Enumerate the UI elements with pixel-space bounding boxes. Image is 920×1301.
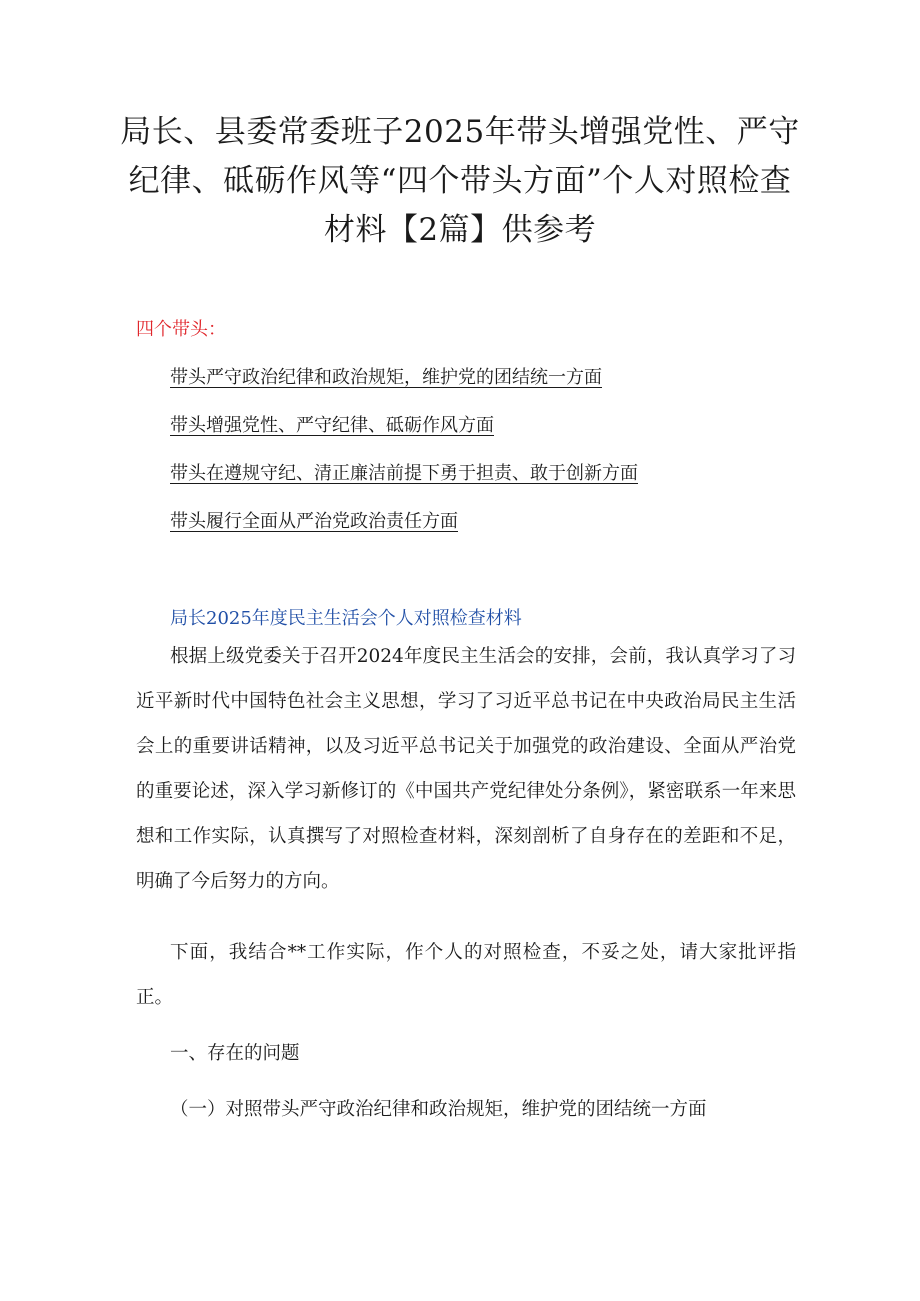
section-heading-problems: 一、存在的问题 <box>170 1043 300 1064</box>
toc-link-1[interactable]: 带头严守政治纪律和政治规矩，维护党的团结统一方面 <box>170 367 602 388</box>
toc-list <box>170 364 638 556</box>
document-title: 局长、县委常委班子2025年带头增强党性、严守纪律、砥砺作风等“四个带头方面”个人对照检查材料【2篇】供参考 <box>120 114 800 248</box>
toc-item <box>170 460 638 508</box>
body-paragraph-transition: 下面，我结合**工作实际，作个人的对照检查，不妥之处，请大家批评指正。 <box>136 942 796 1008</box>
subsection-heading-1: （一）对照带头严守政治纪律和政治规矩，维护党的团结统一方面 <box>170 1099 707 1120</box>
toc-link-4[interactable]: 带头履行全面从严治党政治责任方面 <box>170 511 458 532</box>
toc-item <box>170 364 638 412</box>
toc-item <box>170 412 638 460</box>
section-label: 四个带头： <box>136 319 226 340</box>
document-heading: 局长2025年度民主生活会个人对照检查材料 <box>170 608 522 629</box>
toc-link-2[interactable]: 带头增强党性、严守纪律、砥砺作风方面 <box>170 415 494 436</box>
toc-item <box>170 508 638 556</box>
body-paragraph-intro: 根据上级党委关于召开2024年度民主生活会的安排，会前，我认真学习了习近平新时代中国特色社会主义思想，学习了习近平总书记在中央政治局民主生活会上的重要讲话精神，以及习近平总书记关于加强党的政治建设、全面从严治党的重要论述，深入学习新修订的《中国共产党纪律处分条例》，紧密联系一年来思想和工作实际，认真撰写了对照检查材料，深刻剖析了自身存在的差距和不足，明确了今后努力的方向。 <box>136 646 796 892</box>
toc-link-3[interactable]: 带头在遵规守纪、清正廉洁前提下勇于担责、敢于创新方面 <box>170 463 638 484</box>
